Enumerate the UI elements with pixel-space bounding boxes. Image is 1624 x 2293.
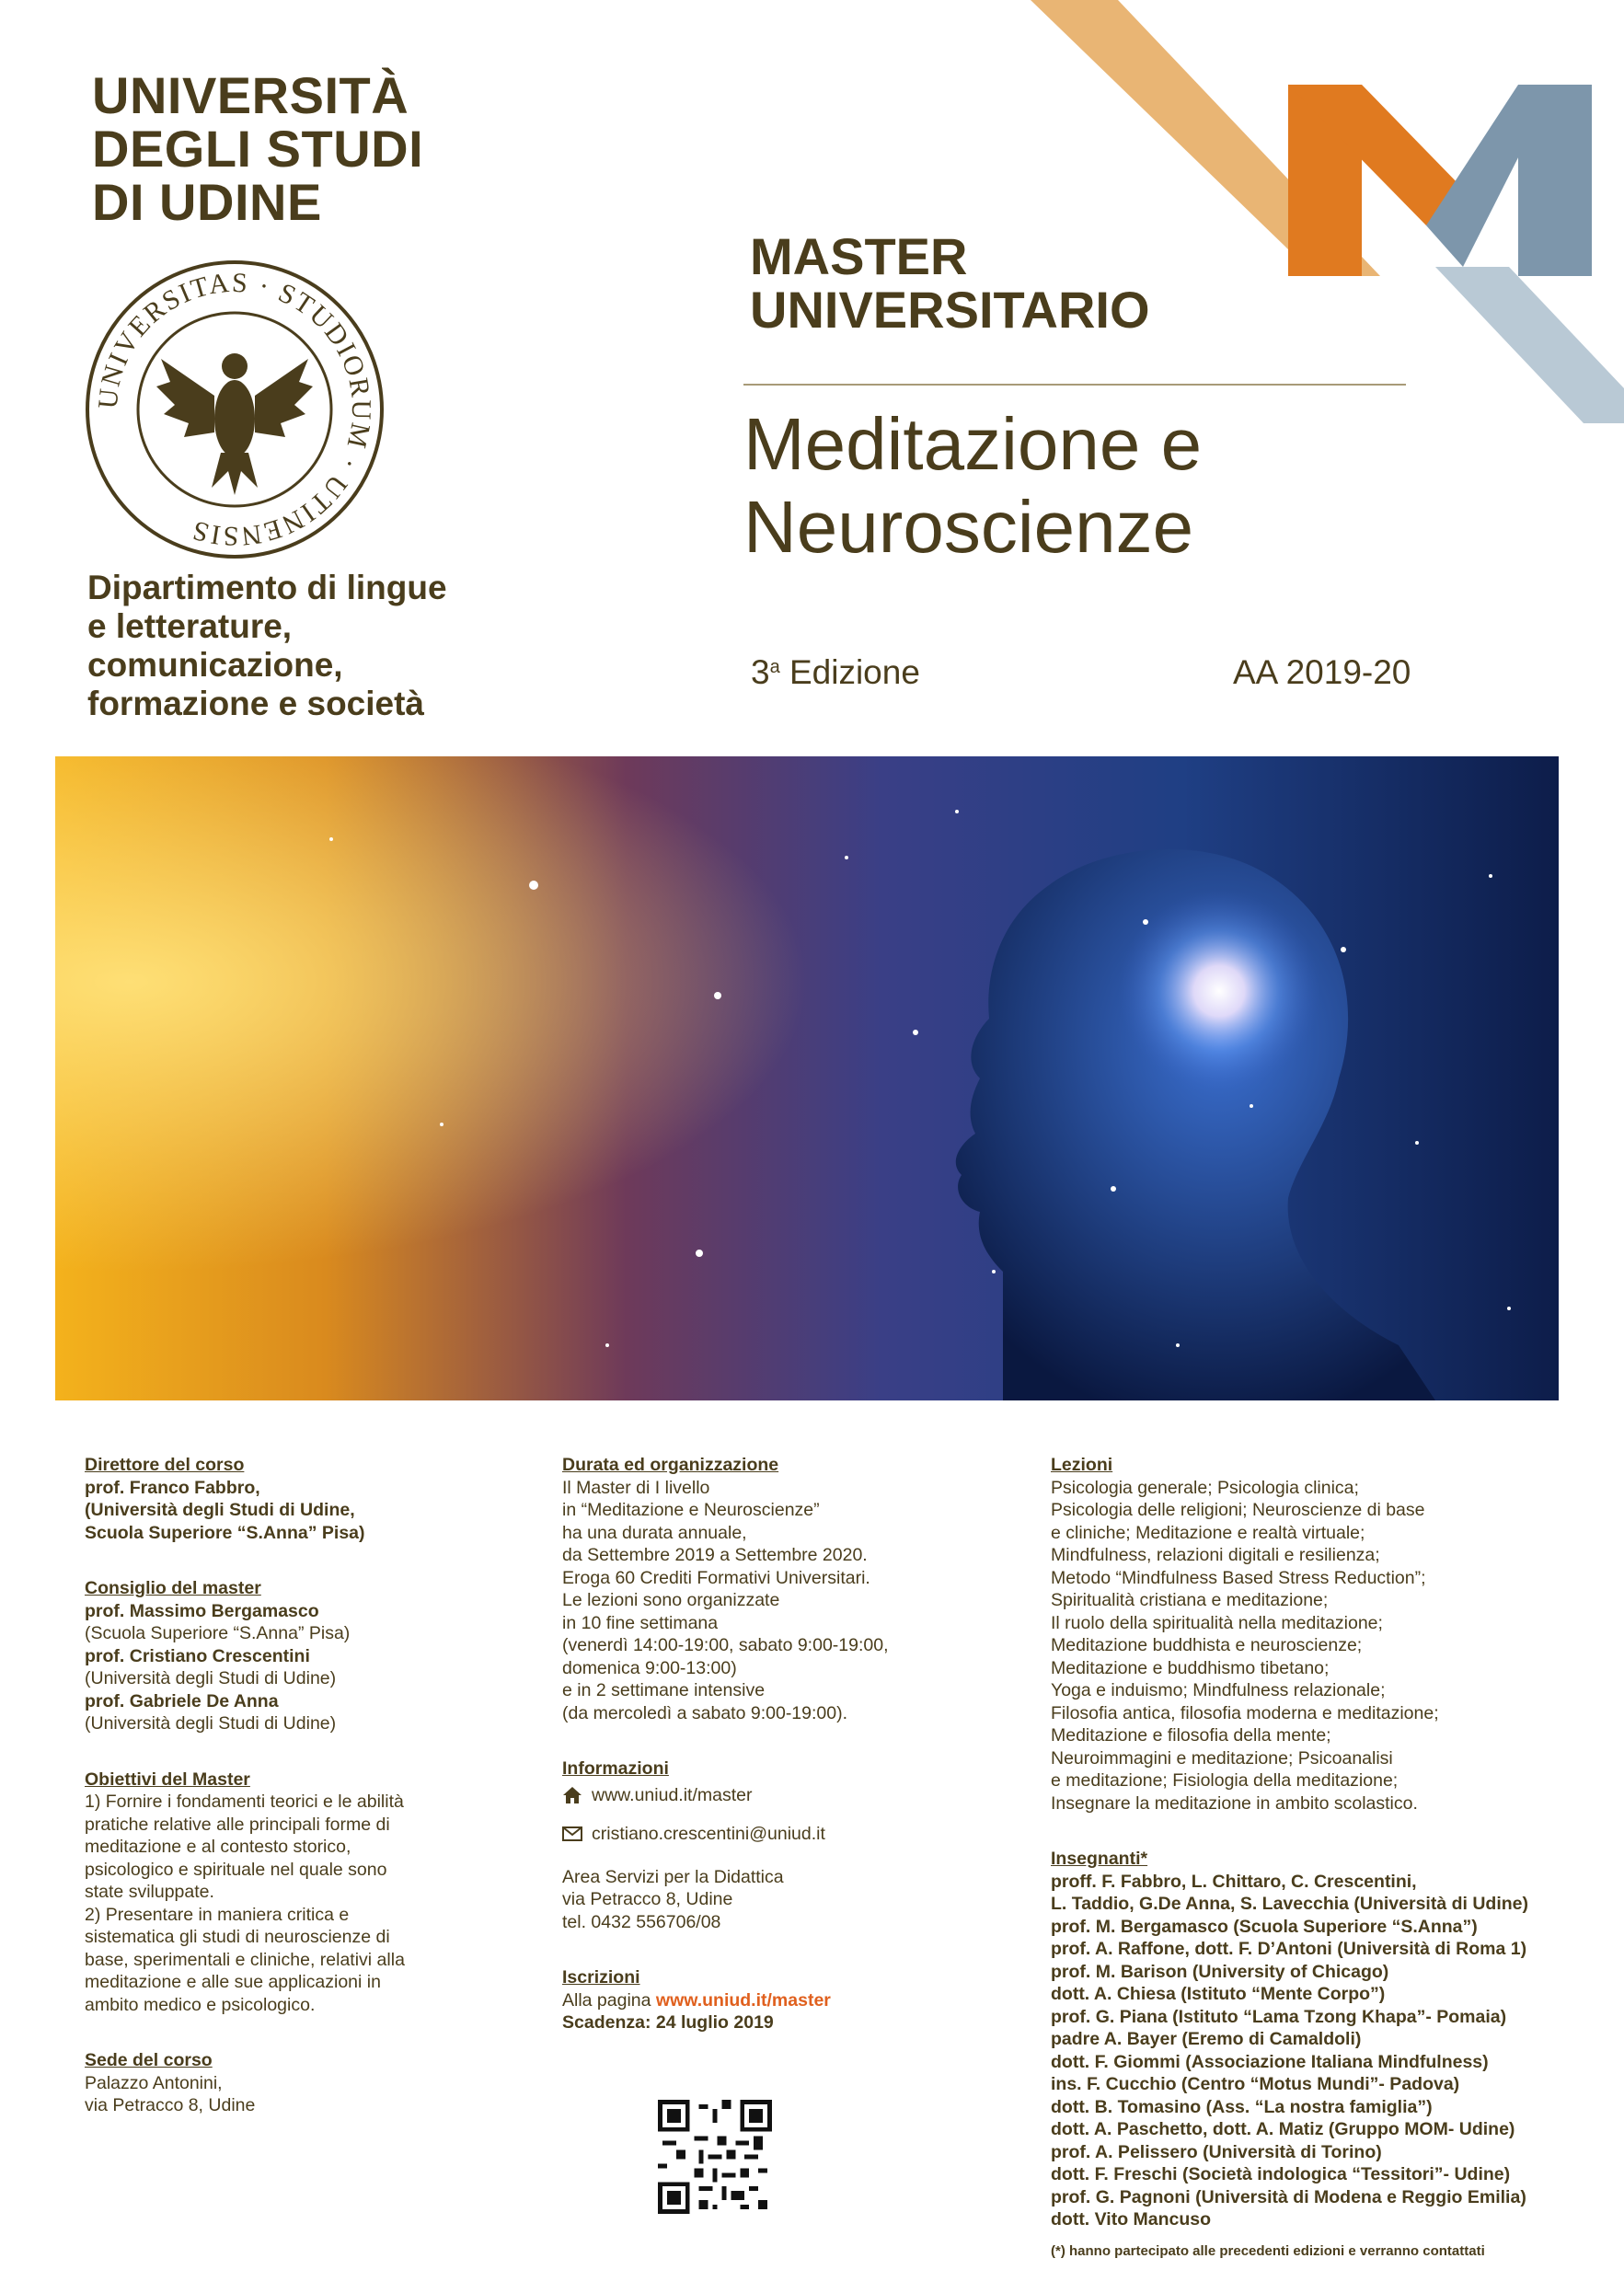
- info-section: [562, 1757, 995, 1933]
- objectives-line: state sviluppate.: [85, 1882, 214, 1902]
- lessons-line: Meditazione e filosofia della mente;: [1051, 1725, 1331, 1746]
- website-link[interactable]: www.uniud.it/master: [592, 1784, 753, 1805]
- course-title: [743, 403, 1202, 569]
- objectives-line: meditazione e al contesto storico,: [85, 1837, 351, 1857]
- teachers-line: dott. Vito Mancuso: [1051, 2209, 1212, 2230]
- master-heading: [750, 227, 1150, 339]
- objectives-line: pratiche relative alle principali forme di: [85, 1814, 390, 1835]
- lessons-line: Il ruolo della spiritualità nella meditazione;: [1051, 1612, 1383, 1633]
- enroll-link[interactable]: www.uniud.it/master: [655, 1989, 831, 2011]
- council-line: prof. Gabriele De Anna: [85, 1690, 279, 1711]
- duration-line: in “Meditazione e Neuroscienze”: [562, 1500, 820, 1520]
- info-heading: Informazioni: [562, 1758, 669, 1779]
- edition-suffix: a: [769, 657, 780, 677]
- master-line: UNIVERSITARIO: [750, 281, 1150, 339]
- cosmic-head-image: [55, 756, 1559, 1400]
- office-line: Area Servizi per la Didattica: [562, 1866, 784, 1887]
- teachers-line: prof. A. Pelissero (Università di Torino): [1051, 2141, 1382, 2162]
- teachers-line: dott. A. Chiesa (Istituto “Mente Corpo”): [1051, 1984, 1386, 2004]
- lessons-line: Meditazione e buddhismo tibetano;: [1051, 1657, 1330, 1678]
- mail-icon: [562, 1826, 582, 1841]
- department-line: e letterature,: [87, 607, 293, 645]
- teachers-line: dott. A. Paschetto, dott. A. Matiz (Gruppo MOM- Udine): [1051, 2119, 1515, 2139]
- objectives-heading: Obiettivi del Master: [85, 1769, 250, 1790]
- column-left: [85, 1454, 508, 2150]
- venue-heading: Sede del corso: [85, 2050, 213, 2070]
- logo-steel-stroke: [1518, 85, 1592, 276]
- teachers-heading: Insegnanti*: [1051, 1849, 1148, 1869]
- objectives-line: meditazione e alle sue applicazioni in: [85, 1972, 381, 1992]
- edition-word: Edizione: [789, 653, 920, 691]
- duration-line: domenica 9:00-13:00): [562, 1657, 737, 1678]
- lessons-line: Psicologia generale; Psicologia clinica;: [1051, 1477, 1359, 1498]
- council-line: prof. Massimo Bergamasco: [85, 1600, 319, 1621]
- duration-line: (da mercoledì a sabato 9:00-19:00).: [562, 1702, 848, 1723]
- qr-code[interactable]: [658, 2100, 772, 2214]
- teachers-line: prof. G. Piana (Istituto “Lama Tzong Khapa”- Pomaia): [1051, 2006, 1507, 2027]
- objectives-section: [85, 1769, 508, 2017]
- venue-line: Palazzo Antonini,: [85, 2072, 223, 2093]
- course-title-line: Neuroscienze: [743, 486, 1194, 568]
- website-row[interactable]: [562, 1784, 995, 1807]
- lessons-line: Mindfulness, relazioni digitali e resilienza;: [1051, 1545, 1380, 1565]
- venue-line: via Petracco 8, Udine: [85, 2095, 256, 2115]
- objectives-line: sistematica gli studi di neuroscienze di: [85, 1927, 390, 1947]
- teachers-line: proff. F. Fabbro, L. Chittaro, C. Crescentini,: [1051, 1871, 1417, 1892]
- council-line: prof. Cristiano Crescentini: [85, 1645, 310, 1666]
- teachers-line: prof. M. Bergamasco (Scuola Superiore “S.Anna”): [1051, 1916, 1478, 1937]
- lessons-line: Metodo “Mindfulness Based Stress Reduction”;: [1051, 1567, 1426, 1588]
- council-line: (Università degli Studi di Udine): [85, 1713, 337, 1734]
- edition-label: [751, 653, 920, 692]
- teachers-line: padre A. Bayer (Eremo di Camaldoli): [1051, 2029, 1362, 2049]
- duration-heading: Durata ed organizzazione: [562, 1455, 779, 1475]
- master-logo: [1031, 0, 1624, 423]
- teachers-line: L. Taddio, G.De Anna, S. Lavecchia (Università di Udine): [1051, 1894, 1529, 1914]
- duration-line: Il Master di I livello: [562, 1477, 710, 1498]
- divider: [743, 384, 1406, 386]
- edition-number: 3: [751, 653, 770, 691]
- lessons-section: [1051, 1454, 1584, 1815]
- office-line: tel. 0432 556706/08: [562, 1911, 721, 1932]
- venue-section: [85, 2049, 508, 2117]
- duration-line: ha una durata annuale,: [562, 1522, 747, 1543]
- director-heading: Direttore del corso: [85, 1455, 245, 1475]
- duration-line: in 10 fine settimana: [562, 1612, 719, 1633]
- teachers-section: [1051, 1848, 1584, 2263]
- duration-line: e in 2 settimane intensive: [562, 1680, 766, 1700]
- director-line: prof. Franco Fabbro,: [85, 1477, 260, 1498]
- email-link[interactable]: cristiano.crescentini@uniud.it: [592, 1824, 825, 1844]
- teachers-line: prof. G. Pagnoni (Università di Modena e Reggio Emilia): [1051, 2186, 1526, 2207]
- objectives-line: 2) Presentare in maniera critica e: [85, 1904, 350, 1925]
- deadline: Scadenza: 24 luglio 2019: [562, 2012, 774, 2033]
- lessons-line: Spiritualità cristiana e meditazione;: [1051, 1590, 1329, 1610]
- duration-section: [562, 1454, 995, 1724]
- university-seal: [83, 258, 386, 561]
- teachers-line: prof. M. Barison (University of Chicago): [1051, 1961, 1389, 1982]
- academic-year: AA 2019-20: [1233, 653, 1411, 691]
- eagle-icon: [156, 353, 313, 495]
- university-name: [92, 66, 424, 231]
- department-line: formazione e società: [87, 685, 425, 722]
- email-row[interactable]: [562, 1823, 995, 1846]
- council-line: (Università degli Studi di Udine): [85, 1668, 337, 1688]
- column-middle: [562, 1454, 995, 2068]
- teachers-line: ins. F. Cucchio (Centro “Motus Mundi”- Padova): [1051, 2074, 1460, 2094]
- department-line: Dipartimento di lingue: [87, 569, 447, 606]
- duration-line: da Settembre 2019 a Settembre 2020.: [562, 1545, 868, 1565]
- lessons-heading: Lezioni: [1051, 1455, 1113, 1475]
- enroll-section: [562, 1966, 995, 2034]
- enroll-line: [562, 1989, 995, 2012]
- lessons-line: Yoga e induismo; Mindfulness relazionale;: [1051, 1680, 1386, 1700]
- objectives-line: ambito medico e psicologico.: [85, 1994, 316, 2015]
- council-section: [85, 1577, 508, 1735]
- master-line: MASTER: [750, 227, 968, 285]
- department-line: comunicazione,: [87, 646, 343, 684]
- lessons-line: e cliniche; Meditazione e realtà virtuale;: [1051, 1522, 1365, 1543]
- council-line: (Scuola Superiore “S.Anna” Pisa): [85, 1623, 351, 1643]
- logo-light-steel-stripe: [1435, 267, 1624, 423]
- lessons-line: Insegnare la meditazione in ambito scolastico.: [1051, 1792, 1418, 1814]
- footnote: (*) hanno partecipato alle precedenti edizioni e verranno contattati: [1051, 2242, 1485, 2259]
- teachers-line: dott. B. Tomasino (Ass. “La nostra famiglia”): [1051, 2096, 1433, 2117]
- course-title-line: Meditazione e: [743, 403, 1203, 485]
- objectives-line: psicologico e spirituale nel quale sono: [85, 1859, 387, 1880]
- university-line: DI UDINE: [92, 173, 322, 231]
- teachers-line: dott. F. Freschi (Società indologica “Tessitori”- Udine): [1051, 2164, 1511, 2184]
- column-right: [1051, 1454, 1584, 2263]
- objectives-line: 1) Fornire i fondamenti teorici e le abilità: [85, 1792, 404, 1812]
- director-line: Scuola Superiore “S.Anna” Pisa): [85, 1522, 365, 1543]
- enroll-prefix: Alla pagina: [562, 1989, 656, 2011]
- objectives-line: base, sperimentali e cliniche, relativi alla: [85, 1949, 405, 1970]
- lessons-line: Filosofia antica, filosofia moderna e meditazione;: [1051, 1702, 1439, 1723]
- lessons-line: Meditazione buddhista e neuroscienze;: [1051, 1635, 1363, 1655]
- council-heading: Consiglio del master: [85, 1578, 261, 1598]
- duration-line: Eroga 60 Crediti Formativi Universitari.: [562, 1567, 870, 1588]
- office-address: [562, 1866, 995, 1934]
- university-line: DEGLI STUDI: [92, 120, 424, 178]
- department-name: [87, 569, 447, 723]
- director-line: (Università degli Studi di Udine,: [85, 1500, 355, 1520]
- university-line: UNIVERSITÀ: [92, 66, 409, 124]
- enroll-heading: Iscrizioni: [562, 1967, 640, 1988]
- home-icon: [562, 1786, 582, 1804]
- lessons-line: e meditazione; Fisiologia della meditazione;: [1051, 1770, 1399, 1791]
- seal-text: UNIVERSITAS · STUDIORUM · UTINENSIS: [92, 267, 377, 552]
- duration-line: Le lezioni sono organizzate: [562, 1590, 780, 1610]
- duration-line: (venerdì 14:00-19:00, sabato 9:00-19:00,: [562, 1635, 889, 1655]
- lessons-line: Psicologia delle religioni; Neuroscienze di base: [1051, 1500, 1425, 1520]
- director-section: [85, 1454, 508, 1544]
- lessons-line: Neuroimmagini e meditazione; Psicoanalisi: [1051, 1747, 1393, 1769]
- teachers-line: dott. F. Giommi (Associazione Italiana Mindfulness): [1051, 2051, 1489, 2072]
- office-line: via Petracco 8, Udine: [562, 1889, 733, 1909]
- teachers-line: prof. A. Raffone, dott. F. D’Antoni (Università di Roma 1): [1051, 1939, 1527, 1959]
